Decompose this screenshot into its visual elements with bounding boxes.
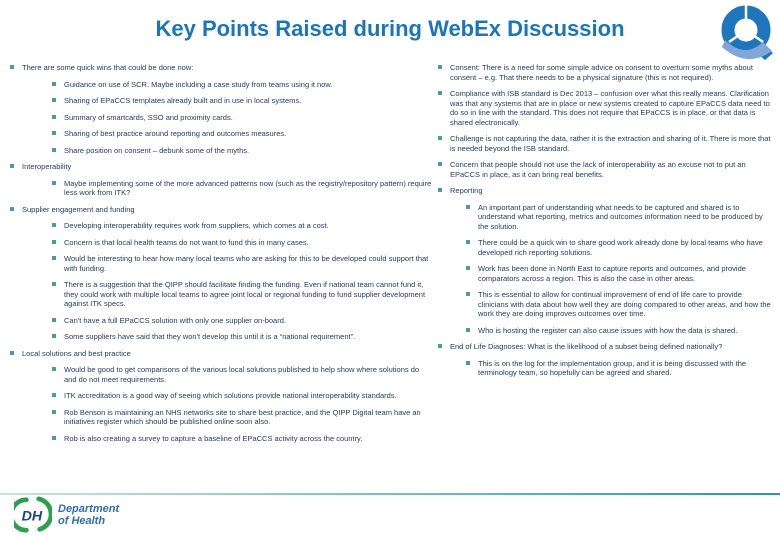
bullet-square-icon [438, 162, 442, 166]
left-column [8, 63, 432, 450]
bullet-item [8, 129, 432, 139]
bullet-item [436, 238, 774, 257]
bullet-text: There is a suggestion that the QIPP should facilitate finding the funding. Even if national team cannot fund it, they could work with multiple local teams to agree joint local or regional funding to fund supplier development against ITK specs. [64, 280, 426, 308]
bullet-text: Reporting [450, 186, 483, 195]
bullet-item [436, 89, 774, 127]
bullet-text: Concern that people should not use the lack of interoperability as an excuse not to put an EPaCCS in place, as it can bring real benefits. [450, 160, 746, 179]
bullet-item [8, 205, 432, 215]
bullet-item [8, 80, 432, 90]
bullet-square-icon [466, 240, 470, 244]
bullet-item [436, 342, 774, 352]
dh-logo-text [58, 503, 119, 527]
bullet-text: Rob is also creating a survey to capture a baseline of EPaCCS activity across the country. [64, 433, 363, 443]
bullet-item [8, 63, 432, 73]
bullet-text: There are some quick wins that could be done now: [22, 63, 194, 72]
bullet-square-icon [52, 223, 56, 227]
bullet-text: Concern is that local health teams do not want to fund this in many cases. [64, 237, 309, 247]
bullet-text: Guidance on use of SCR. Maybe including a case study from teams using it now. [64, 79, 333, 89]
bullet-item [436, 160, 774, 179]
bullet-square-icon [438, 136, 442, 140]
bullet-square-icon [438, 65, 442, 69]
bullet-text: Consent: There is a need for some simple advice on consent to overturn some myths about consent – e.g. That there needs to be a physical signature (this is not required). [450, 63, 753, 82]
bullet-text: Local solutions and best practice [22, 348, 131, 358]
bullet-item [8, 434, 432, 444]
bullet-square-icon [438, 91, 442, 95]
bullet-text: Interoperability [22, 162, 72, 171]
bullet-item [8, 254, 432, 273]
bullet-text: Compliance with ISB standard is Dec 2013 – confusion over what this really means. Clarification was that any systems that are in place or new systems created to capture EPaCCS data need to do so in line with the standard. This does not require that EPaCCS is in place, or that data is shared electronically. [450, 89, 770, 127]
bullet-square-icon [466, 328, 470, 332]
bullet-item [8, 221, 432, 231]
bullet-item [8, 146, 432, 156]
bullet-square-icon [52, 282, 56, 286]
bullet-square-icon [52, 98, 56, 102]
dh-name-line1: Department [58, 503, 120, 515]
bullet-square-icon [438, 188, 442, 192]
dh-roundel-icon [14, 496, 52, 534]
bullet-item [8, 96, 432, 106]
bullet-text: Developing interoperability requires work from suppliers, which comes at a cost. [64, 221, 329, 230]
bullet-text: Share position on consent – debunk some of the myths. [64, 145, 250, 155]
page-title: Key Points Raised during WebEx Discussion [155, 16, 625, 41]
bullet-text: This is essential to allow for continual improvement of end of life care to provide clinicians with data about how well they are doing compared to other areas, and how the work they are doing improves outcomes over time. [478, 290, 771, 318]
bullet-item [8, 280, 432, 309]
bullet-text: Work has been done in North East to capture reports and outcomes, and provide comparators across a region. This is also the case in other areas. [478, 264, 746, 283]
bullet-text: Sharing of EPaCCS templates already built and in use in local systems. [64, 96, 302, 105]
bullet-item [8, 365, 432, 384]
bullet-square-icon [52, 240, 56, 244]
bullet-text: Who is hosting the register can also cause issues with how the data is shared. [478, 325, 738, 335]
bullet-square-icon [52, 131, 56, 135]
dh-logo [14, 496, 119, 534]
bullet-text: Rob Benson is maintaining an NHS networks site to share best practice, and the QIPP Digital team have an initiatives register which should be published online soon also. [64, 407, 421, 426]
bullet-text: Can't have a full EPaCCS solution with only one supplier on-board. [64, 315, 286, 325]
bullet-text: There could be a quick win to share good work already done by local teams who have developed rich reporting solutions. [478, 238, 763, 257]
bullet-square-icon [52, 148, 56, 152]
bullet-square-icon [52, 393, 56, 397]
bullet-item [436, 326, 774, 336]
bullet-square-icon [438, 344, 442, 348]
bullet-item [436, 203, 774, 232]
bullet-square-icon [52, 410, 56, 414]
bullet-square-icon [466, 361, 470, 365]
bullet-square-icon [52, 181, 56, 185]
bullet-text: An important part of understanding what needs to be captured and shared is to understand what reporting, metrics and outcomes information need to be produced by the solution. [478, 202, 763, 231]
bullet-square-icon [10, 65, 14, 69]
bullet-item [436, 186, 774, 196]
bullet-square-icon [466, 205, 470, 209]
bullet-item [8, 349, 432, 359]
bullet-square-icon [10, 351, 14, 355]
dh-initials: DH [21, 508, 43, 525]
bullet-square-icon [52, 367, 56, 371]
bullet-square-icon [466, 292, 470, 296]
bullet-item [8, 113, 432, 123]
right-column [436, 63, 774, 385]
bullet-square-icon [466, 266, 470, 270]
bullet-item [436, 290, 774, 319]
bullet-square-icon [52, 436, 56, 440]
bullet-square-icon [52, 318, 56, 322]
bullet-item [436, 63, 774, 82]
bullet-square-icon [52, 82, 56, 86]
bullet-item [8, 238, 432, 248]
bullet-text: Supplier engagement and funding [22, 204, 135, 214]
bullet-square-icon [10, 164, 14, 168]
bullet-text: ITK accreditation is a good way of seeing which solutions provide national interoperability standards. [64, 391, 397, 400]
bullet-text: Would be good to get comparisons of the various local solutions published to help show where solutions do and do not meet requirements. [64, 365, 420, 384]
bullet-square-icon [10, 207, 14, 211]
bullet-text: Would be interesting to hear how many local teams who are asking for this to be developed could support that with funding. [64, 254, 429, 273]
bullet-square-icon [52, 334, 56, 338]
bullet-item [8, 316, 432, 326]
bullet-square-icon [52, 256, 56, 260]
bullet-text: End of Life Diagnoses: What is the likelihood of a subset being defined nationally? [450, 342, 723, 351]
q-logo-icon [718, 5, 776, 61]
bullet-text: This is on the log for the implementation group, and it is being discussed with the terminology team, so hopefully can be agreed and shared. [478, 358, 747, 377]
bullet-text: Sharing of best practice around reporting and outcomes measures. [64, 129, 287, 138]
dh-name-line2: of Health [58, 515, 106, 527]
bullet-text: Some suppliers have said that they won't develop this until it is a “national requirement”. [64, 332, 356, 341]
bullet-item [8, 391, 432, 401]
bullet-text: Challenge is not capturing the data, rather it is the extraction and sharing of it. There is more that is needed beyond the ISB standard. [450, 134, 771, 153]
bullet-text: Summary of smartcards, SSO and proximity cards. [64, 112, 233, 122]
bullet-item [8, 162, 432, 172]
bullet-text: Maybe implementing some of the more advanced patterns now (such as the registry/repository pattern) require less work from ITK? [64, 178, 432, 197]
bullet-item [436, 264, 774, 283]
bullet-square-icon [52, 115, 56, 119]
footer-divider [0, 493, 780, 495]
bullet-item [436, 134, 774, 153]
bullet-item [8, 179, 432, 198]
bullet-item [8, 408, 432, 427]
bullet-item [436, 359, 774, 378]
bullet-item [8, 332, 432, 342]
